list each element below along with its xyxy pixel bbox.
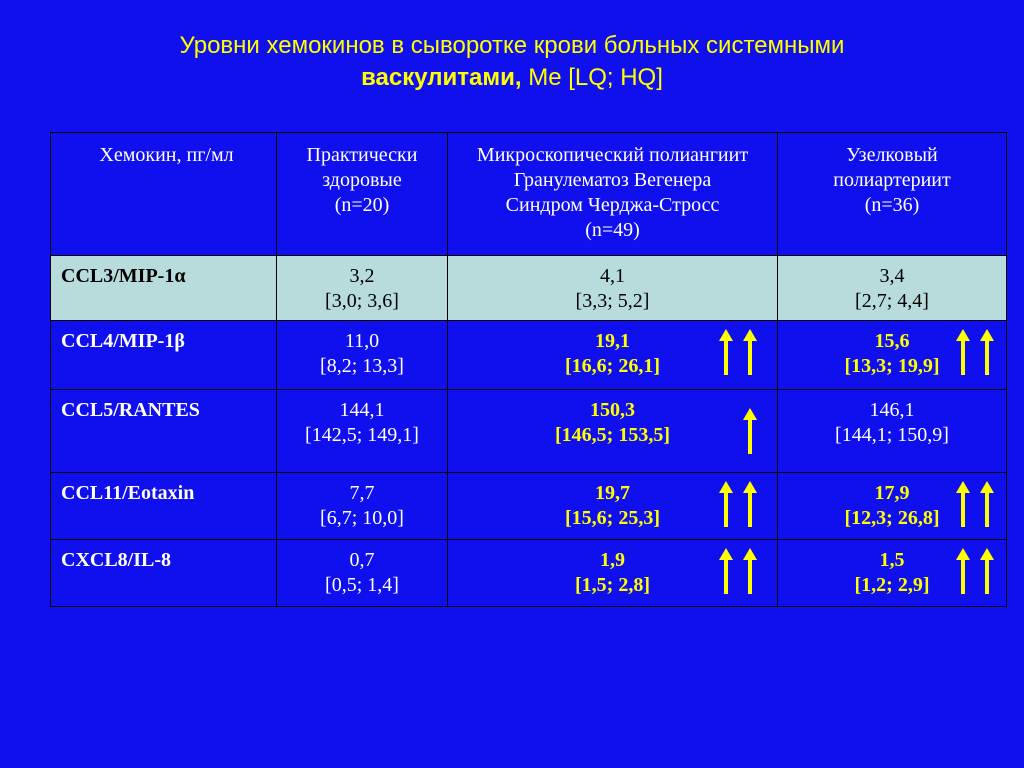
- quartile-range: [3,0; 3,6]: [325, 290, 399, 312]
- chemokine-name-cell: CCL11/Eotaxin: [51, 473, 277, 540]
- header-line: Гранулематоз Вегенера: [513, 169, 712, 191]
- header-line: (n=20): [334, 194, 390, 216]
- table-body: [51, 133, 1007, 607]
- increase-arrows: [719, 548, 757, 594]
- median-value: 1,9: [600, 549, 625, 571]
- quartile-range: [144,1; 150,9]: [835, 424, 949, 446]
- chemokine-name-cell: CCL4/MIP-1β: [51, 321, 277, 390]
- median-value: 146,1: [869, 399, 915, 421]
- median-value: 0,7: [349, 549, 375, 571]
- header-line: Практически: [306, 144, 418, 166]
- table-header-row: [51, 133, 1007, 256]
- title-line-1: Уровни хемокинов в сыворотке крови больных системными: [179, 32, 845, 59]
- median-value: 150,3: [590, 399, 635, 421]
- title-line-2-bold: васкулитами,: [361, 64, 522, 91]
- median-value: 15,6: [874, 330, 910, 352]
- header-line: Микроскопический полиангиит: [476, 144, 749, 166]
- arrow-up-icon: [980, 329, 994, 375]
- header-line: Узелковый: [846, 144, 938, 166]
- chemokine-table: [50, 132, 1007, 607]
- increase-arrows: [956, 548, 994, 594]
- median-value: 144,1: [339, 399, 385, 421]
- median-value: 3,2: [349, 265, 375, 287]
- median-value: 3,4: [879, 265, 905, 287]
- table-row: [51, 473, 1007, 540]
- header-line: Хемокин, пг/мл: [99, 144, 234, 166]
- quartile-range: [3,3; 5,2]: [575, 290, 650, 312]
- quartile-range: [13,3; 19,9]: [844, 355, 940, 377]
- value-cell-anca-vasculitis: [448, 473, 778, 540]
- header-cell-healthy: [277, 133, 448, 256]
- header-line: полиартериит: [833, 169, 951, 191]
- arrow-up-icon: [719, 329, 733, 375]
- value-cell-polyarteritis: [778, 321, 1007, 390]
- quartile-range: [12,3; 26,8]: [844, 507, 940, 529]
- slide-title: [0, 30, 1024, 94]
- table-row: [51, 256, 1007, 321]
- arrow-up-icon: [956, 548, 970, 594]
- chemokine-name-cell: CCL3/MIP-1α: [51, 256, 277, 321]
- arrow-up-icon: [980, 548, 994, 594]
- quartile-range: [1,2; 2,9]: [854, 574, 930, 596]
- value-cell-anca-vasculitis: [448, 321, 778, 390]
- quartile-range: [16,6; 26,1]: [565, 355, 660, 377]
- header-cell-anca-vasculitis: [448, 133, 778, 256]
- arrow-up-icon: [956, 329, 970, 375]
- arrow-up-icon: [743, 329, 757, 375]
- value-cell-healthy: [277, 473, 448, 540]
- arrow-up-icon: [743, 408, 757, 454]
- value-cell-anca-vasculitis: [448, 256, 778, 321]
- title-line-2-rest: Me [LQ; HQ]: [521, 64, 663, 91]
- arrow-up-icon: [956, 481, 970, 527]
- arrow-up-icon: [980, 481, 994, 527]
- median-value: 17,9: [874, 482, 910, 504]
- quartile-range: [8,2; 13,3]: [320, 355, 404, 377]
- increase-arrows: [956, 481, 994, 527]
- median-value: 1,5: [879, 549, 905, 571]
- header-cell-polyarteritis: [778, 133, 1007, 256]
- increase-arrows: [719, 481, 757, 527]
- value-cell-healthy: [277, 321, 448, 390]
- value-cell-anca-vasculitis: [448, 390, 778, 473]
- header-cell-chemokine: [51, 133, 277, 256]
- median-value: 11,0: [344, 330, 380, 352]
- title-line-2: [0, 62, 1024, 94]
- value-cell-polyarteritis: [778, 540, 1007, 607]
- increase-arrows: [719, 329, 757, 375]
- value-cell-healthy: [277, 540, 448, 607]
- quartile-range: [15,6; 25,3]: [565, 507, 660, 529]
- table-row: [51, 390, 1007, 473]
- quartile-range: [0,5; 1,4]: [325, 574, 399, 596]
- header-line: (n=49): [585, 219, 640, 241]
- value-cell-polyarteritis: [778, 390, 1007, 473]
- table-row: [51, 321, 1007, 390]
- increase-arrows: [956, 329, 994, 375]
- quartile-range: [2,7; 4,4]: [855, 290, 929, 312]
- median-value: 19,1: [595, 330, 630, 352]
- quartile-range: [6,7; 10,0]: [320, 507, 404, 529]
- arrow-up-icon: [743, 481, 757, 527]
- value-cell-anca-vasculitis: [448, 540, 778, 607]
- quartile-range: [146,5; 153,5]: [555, 424, 670, 446]
- value-cell-healthy: [277, 390, 448, 473]
- quartile-range: [1,5; 2,8]: [575, 574, 650, 596]
- header-line: (n=36): [864, 194, 920, 216]
- chemokine-name-cell: CCL5/RANTES: [51, 390, 277, 473]
- arrow-up-icon: [719, 548, 733, 594]
- arrow-up-icon: [719, 481, 733, 527]
- increase-arrows: [743, 398, 757, 454]
- value-cell-polyarteritis: [778, 473, 1007, 540]
- arrow-up-icon: [743, 548, 757, 594]
- median-value: 7,7: [349, 482, 375, 504]
- value-cell-polyarteritis: [778, 256, 1007, 321]
- table-row: [51, 540, 1007, 607]
- median-value: 19,7: [595, 482, 630, 504]
- quartile-range: [142,5; 149,1]: [305, 424, 419, 446]
- header-line: Синдром Черджа-Стросс: [505, 194, 720, 216]
- header-line: здоровые: [322, 169, 402, 191]
- value-cell-healthy: [277, 256, 448, 321]
- median-value: 4,1: [600, 265, 625, 287]
- chemokine-name-cell: CXCL8/IL-8: [51, 540, 277, 607]
